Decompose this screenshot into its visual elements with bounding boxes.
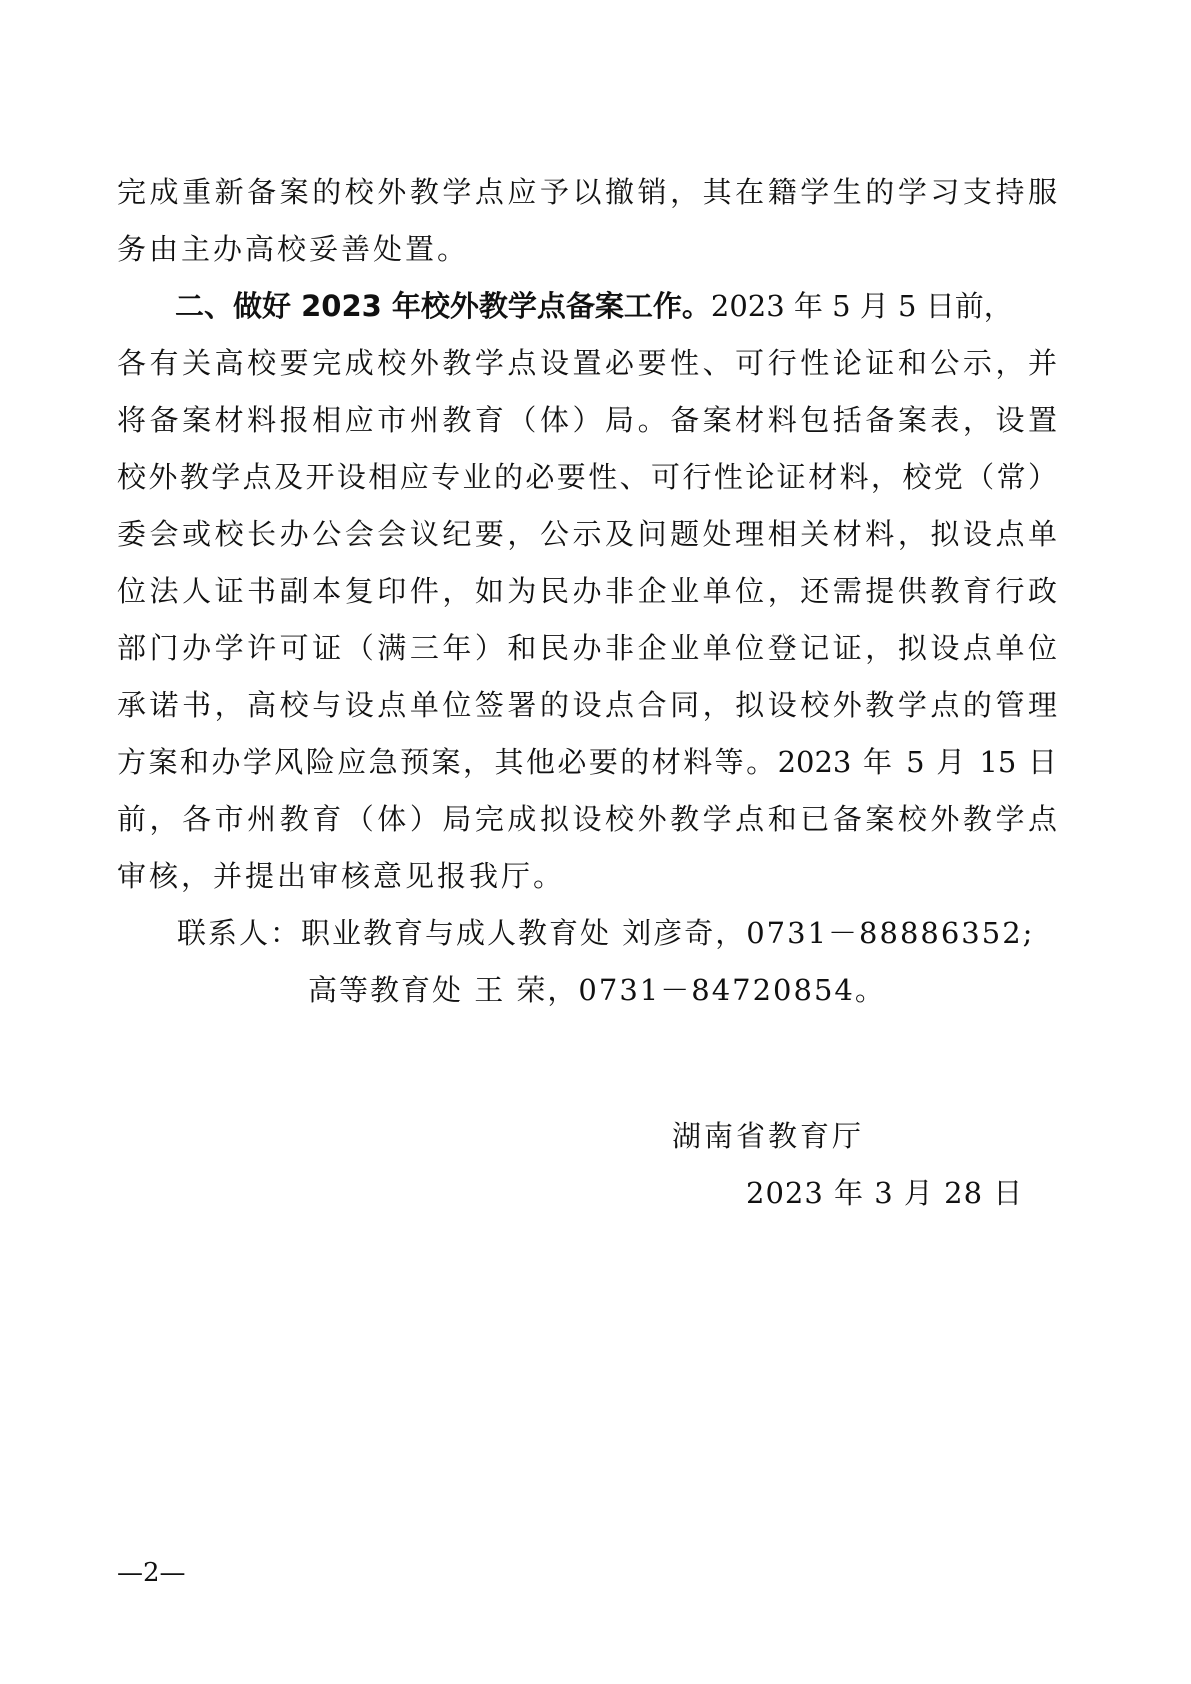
paragraph-2-line-10: 前，各市州教育（体）局完成拟设校外教学点和已备案校外教学点	[117, 802, 1057, 836]
paragraph-1-line-1: 完成重新备案的校外教学点应予以撤销，其在籍学生的学习支持服	[117, 175, 1057, 209]
paragraph-2-line-7: 部门办学许可证（满三年）和民办非企业单位登记证，拟设点单位	[117, 631, 1057, 665]
paragraph-2-line-4: 校外教学点及开设相应专业的必要性、可行性论证材料，校党（常）	[117, 460, 1057, 494]
paragraph-2-line-2: 各有关高校要完成校外教学点设置必要性、可行性论证和公示，并	[117, 346, 1057, 380]
paragraph-2-line-1	[117, 286, 1057, 326]
contact-label: 联系人：	[177, 916, 302, 950]
contact-person-1: 职业教育与成人教育处 刘彦奇，0731－88886352;	[301, 916, 1035, 950]
contact-line-2: 高等教育处 王 荣，0731－84720854。	[308, 973, 886, 1007]
paragraph-2-line-6: 位法人证书副本复印件，如为民办非企业单位，还需提供教育行政	[117, 574, 1057, 608]
section-heading: 二、做好 2023 年校外教学点备案工作。	[175, 289, 711, 323]
paragraph-1-line-2: 务由主办高校妥善处置。	[117, 232, 470, 266]
page-number: —2—	[117, 1558, 186, 1588]
paragraph-2-line-8: 承诺书，高校与设点单位签署的设点合同，拟设校外教学点的管理	[117, 688, 1057, 722]
signing-date: 2023 年 3 月 28 日	[746, 1176, 1024, 1210]
paragraph-2-line-5: 委会或校长办公会会议纪要，公示及问题处理相关材料，拟设点单	[117, 517, 1057, 551]
signing-organization: 湖南省教育厅	[672, 1119, 865, 1153]
paragraph-2-first-line-rest: 2023 年 5 月 5 日前，	[710, 289, 1013, 323]
paragraph-2-line-3: 将备案材料报相应市州教育（体）局。备案材料包括备案表，设置	[117, 403, 1057, 437]
paragraph-2-line-9: 方案和办学风险应急预案，其他必要的材料等。2023 年 5 月 15 日	[117, 745, 1057, 779]
contact-line-1	[177, 913, 1034, 953]
paragraph-2-line-11: 审核，并提出审核意见报我厅。	[117, 859, 566, 893]
